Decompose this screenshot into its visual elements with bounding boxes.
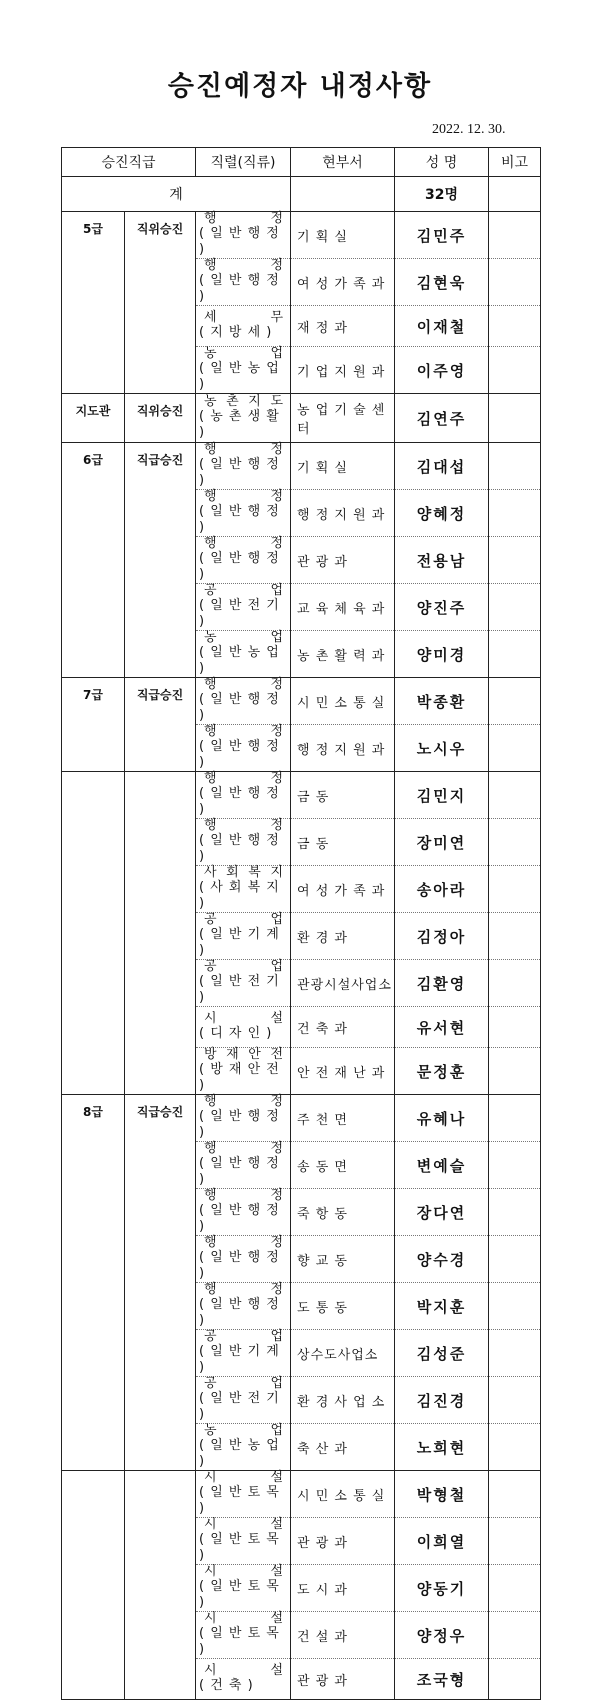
job-series: 공 업 bbox=[204, 1329, 285, 1344]
department-cell: 도 통 동 bbox=[291, 1283, 395, 1330]
table-row bbox=[62, 678, 541, 725]
note-cell bbox=[489, 1283, 541, 1330]
job-series: 공 업 bbox=[204, 959, 285, 974]
table-row bbox=[62, 212, 541, 259]
promotion-type-cell: 직위승진 bbox=[125, 394, 196, 443]
table-row bbox=[62, 1095, 541, 1142]
note-cell bbox=[489, 1236, 541, 1283]
person-name-cell: 장다연 bbox=[395, 1189, 489, 1236]
job-series: 행 정 bbox=[204, 489, 285, 504]
department-cell: 건 설 과 bbox=[291, 1612, 395, 1659]
job-subseries: ( 농 촌 생 활 ) bbox=[199, 409, 280, 440]
job-series-cell bbox=[196, 537, 291, 584]
total-dept-empty bbox=[291, 177, 395, 212]
note-cell bbox=[489, 306, 541, 347]
header-name: 성 명 bbox=[395, 148, 489, 177]
job-subseries: ( 일 반 행 정 ) bbox=[199, 1250, 280, 1281]
job-subseries: ( 일 반 행 정 ) bbox=[199, 692, 280, 723]
person-name-cell: 조국형 bbox=[395, 1659, 489, 1700]
job-subseries: ( 일 반 농 업 ) bbox=[199, 361, 280, 392]
note-cell bbox=[489, 1048, 541, 1095]
job-subseries: ( 일 반 토 목 ) bbox=[199, 1532, 280, 1563]
job-series-cell bbox=[196, 1471, 291, 1518]
person-name-cell: 양진주 bbox=[395, 584, 489, 631]
job-series: 공 업 bbox=[204, 912, 285, 927]
job-series-cell bbox=[196, 866, 291, 913]
person-name-cell: 김연주 bbox=[395, 394, 489, 443]
job-subseries: ( 건 축 ) bbox=[199, 1678, 254, 1693]
job-subseries: ( 일 반 토 목 ) bbox=[199, 1485, 280, 1516]
note-cell bbox=[489, 772, 541, 819]
department-cell: 관 광 과 bbox=[291, 1518, 395, 1565]
job-series: 행 정 bbox=[204, 442, 285, 457]
job-subseries: ( 일 반 전 기 ) bbox=[199, 974, 280, 1005]
person-name-cell: 노희현 bbox=[395, 1424, 489, 1471]
department-cell: 상수도사업소 bbox=[291, 1330, 395, 1377]
job-series-cell bbox=[196, 212, 291, 259]
note-cell bbox=[489, 1659, 541, 1700]
job-series: 농 업 bbox=[204, 630, 285, 645]
grade-cell bbox=[62, 772, 125, 1095]
department-cell: 축 산 과 bbox=[291, 1424, 395, 1471]
department-cell: 금 동 bbox=[291, 819, 395, 866]
department-cell: 안 전 재 난 과 bbox=[291, 1048, 395, 1095]
job-series: 시 설 bbox=[204, 1663, 285, 1678]
job-subseries: ( 일 반 행 정 ) bbox=[199, 1203, 280, 1234]
job-subseries: ( 일 반 행 정 ) bbox=[199, 833, 280, 864]
person-name-cell: 김민주 bbox=[395, 212, 489, 259]
job-series: 행 정 bbox=[204, 724, 285, 739]
grade-cell: 지도관 bbox=[62, 394, 125, 443]
person-name-cell: 김현욱 bbox=[395, 259, 489, 306]
department-cell: 여 성 가 족 과 bbox=[291, 259, 395, 306]
job-series: 시 설 bbox=[204, 1011, 285, 1026]
job-series-cell bbox=[196, 913, 291, 960]
promotion-type-cell bbox=[125, 772, 196, 1095]
job-series: 시 설 bbox=[204, 1470, 285, 1485]
total-note-empty bbox=[489, 177, 541, 212]
note-cell bbox=[489, 259, 541, 306]
job-series-cell bbox=[196, 1424, 291, 1471]
job-series-cell bbox=[196, 443, 291, 490]
table-row bbox=[62, 443, 541, 490]
department-cell: 시 민 소 통 실 bbox=[291, 1471, 395, 1518]
note-cell bbox=[489, 1142, 541, 1189]
job-series: 사 회 복 지 bbox=[204, 865, 285, 880]
table-row bbox=[62, 772, 541, 819]
job-series-cell bbox=[196, 725, 291, 772]
job-subseries: ( 일 반 행 정 ) bbox=[199, 1156, 280, 1187]
department-cell: 건 축 과 bbox=[291, 1007, 395, 1048]
job-series: 공 업 bbox=[204, 1376, 285, 1391]
department-cell: 환 경 사 업 소 bbox=[291, 1377, 395, 1424]
job-series-cell bbox=[196, 1659, 291, 1700]
note-cell bbox=[489, 1189, 541, 1236]
job-series: 행 정 bbox=[204, 536, 285, 551]
person-name-cell: 장미연 bbox=[395, 819, 489, 866]
person-name-cell: 박지훈 bbox=[395, 1283, 489, 1330]
document-date: 2022. 12. 30. bbox=[432, 122, 506, 137]
grade-cell: 7급 bbox=[62, 678, 125, 772]
person-name-cell: 김정아 bbox=[395, 913, 489, 960]
department-cell: 기 업 지 원 과 bbox=[291, 347, 395, 394]
note-cell bbox=[489, 631, 541, 678]
job-series: 행 정 bbox=[204, 1282, 285, 1297]
table-row bbox=[62, 1471, 541, 1518]
job-series: 세 무 bbox=[204, 310, 285, 325]
job-series: 공 업 bbox=[204, 583, 285, 598]
table-header-row bbox=[62, 148, 541, 177]
promotion-type-cell: 직급승진 bbox=[125, 443, 196, 678]
job-series: 행 정 bbox=[204, 1141, 285, 1156]
department-cell: 관 광 과 bbox=[291, 537, 395, 584]
note-cell bbox=[489, 1471, 541, 1518]
job-series-cell bbox=[196, 490, 291, 537]
job-subseries: ( 일 반 행 정 ) bbox=[199, 551, 280, 582]
job-series: 행 정 bbox=[204, 1188, 285, 1203]
department-cell: 관광시설사업소 bbox=[291, 960, 395, 1007]
total-row bbox=[62, 177, 541, 212]
department-cell: 주 천 면 bbox=[291, 1095, 395, 1142]
department-cell: 교 육 체 육 과 bbox=[291, 584, 395, 631]
grade-cell: 6급 bbox=[62, 443, 125, 678]
job-subseries: ( 일 반 전 기 ) bbox=[199, 598, 280, 629]
note-cell bbox=[489, 1518, 541, 1565]
person-name-cell: 이주영 bbox=[395, 347, 489, 394]
person-name-cell: 노시우 bbox=[395, 725, 489, 772]
job-series: 행 정 bbox=[204, 818, 285, 833]
table-row bbox=[62, 394, 541, 443]
department-cell: 여 성 가 족 과 bbox=[291, 866, 395, 913]
note-cell bbox=[489, 678, 541, 725]
job-series: 농 촌 지 도 bbox=[204, 394, 285, 409]
person-name-cell: 이희열 bbox=[395, 1518, 489, 1565]
job-series-cell bbox=[196, 960, 291, 1007]
job-subseries: ( 디 자 인 ) bbox=[199, 1026, 273, 1041]
job-subseries: ( 방 재 안 전 ) bbox=[199, 1062, 280, 1093]
department-cell: 송 동 면 bbox=[291, 1142, 395, 1189]
person-name-cell: 문정훈 bbox=[395, 1048, 489, 1095]
job-series-cell bbox=[196, 584, 291, 631]
person-name-cell: 양동기 bbox=[395, 1565, 489, 1612]
job-subseries: ( 일 반 행 정 ) bbox=[199, 273, 280, 304]
note-cell bbox=[489, 819, 541, 866]
note-cell bbox=[489, 913, 541, 960]
note-cell bbox=[489, 490, 541, 537]
job-series-cell bbox=[196, 306, 291, 347]
job-series-cell bbox=[196, 631, 291, 678]
job-series-cell bbox=[196, 1048, 291, 1095]
note-cell bbox=[489, 1612, 541, 1659]
total-label: 계 bbox=[62, 177, 291, 212]
note-cell bbox=[489, 443, 541, 490]
note-cell bbox=[489, 584, 541, 631]
job-series-cell bbox=[196, 1330, 291, 1377]
department-cell: 향 교 동 bbox=[291, 1236, 395, 1283]
job-subseries: ( 일 반 행 정 ) bbox=[199, 1297, 280, 1328]
person-name-cell: 양정우 bbox=[395, 1612, 489, 1659]
header-grade: 승진직급 bbox=[62, 148, 196, 177]
job-series: 행 정 bbox=[204, 677, 285, 692]
job-series-cell bbox=[196, 678, 291, 725]
department-cell: 도 시 과 bbox=[291, 1565, 395, 1612]
person-name-cell: 양미경 bbox=[395, 631, 489, 678]
job-series-cell bbox=[196, 1377, 291, 1424]
promotion-type-cell: 직급승진 bbox=[125, 1095, 196, 1471]
person-name-cell: 김민지 bbox=[395, 772, 489, 819]
job-subseries: ( 일 반 행 정 ) bbox=[199, 786, 280, 817]
total-value: 32명 bbox=[395, 177, 489, 212]
job-series-cell bbox=[196, 1095, 291, 1142]
job-subseries: ( 일 반 행 정 ) bbox=[199, 226, 280, 257]
person-name-cell: 김성준 bbox=[395, 1330, 489, 1377]
job-series: 방 재 안 전 bbox=[204, 1047, 285, 1062]
note-cell bbox=[489, 347, 541, 394]
job-series-cell bbox=[196, 1236, 291, 1283]
job-series-cell bbox=[196, 394, 291, 443]
job-series: 행 정 bbox=[204, 771, 285, 786]
promotion-type-cell: 직위승진 bbox=[125, 212, 196, 394]
promotion-table bbox=[61, 147, 541, 1700]
person-name-cell: 김환영 bbox=[395, 960, 489, 1007]
job-series-cell bbox=[196, 1007, 291, 1048]
job-series-cell bbox=[196, 1189, 291, 1236]
department-cell: 환 경 과 bbox=[291, 913, 395, 960]
job-series-cell bbox=[196, 1612, 291, 1659]
person-name-cell: 김진경 bbox=[395, 1377, 489, 1424]
job-series-cell bbox=[196, 772, 291, 819]
job-series: 행 정 bbox=[204, 211, 285, 226]
department-cell: 농 업 기 술 센 터 bbox=[291, 394, 395, 443]
job-subseries: ( 일 반 행 정 ) bbox=[199, 739, 280, 770]
job-subseries: ( 사 회 복 지 ) bbox=[199, 880, 280, 911]
promotion-type-cell bbox=[125, 1471, 196, 1700]
department-cell: 재 정 과 bbox=[291, 306, 395, 347]
person-name-cell: 변예슬 bbox=[395, 1142, 489, 1189]
person-name-cell: 송아라 bbox=[395, 866, 489, 913]
department-cell: 기 획 실 bbox=[291, 443, 395, 490]
job-series: 시 설 bbox=[204, 1564, 285, 1579]
person-name-cell: 양수경 bbox=[395, 1236, 489, 1283]
job-series: 시 설 bbox=[204, 1611, 285, 1626]
note-cell bbox=[489, 212, 541, 259]
note-cell bbox=[489, 537, 541, 584]
job-subseries: ( 일 반 토 목 ) bbox=[199, 1626, 280, 1657]
job-subseries: ( 일 반 기 계 ) bbox=[199, 1344, 280, 1375]
job-series-cell bbox=[196, 347, 291, 394]
person-name-cell: 전용남 bbox=[395, 537, 489, 584]
job-series-cell bbox=[196, 1518, 291, 1565]
note-cell bbox=[489, 1565, 541, 1612]
job-subseries: ( 일 반 행 정 ) bbox=[199, 504, 280, 535]
department-cell: 기 획 실 bbox=[291, 212, 395, 259]
job-series-cell bbox=[196, 819, 291, 866]
job-series-cell bbox=[196, 259, 291, 306]
job-subseries: ( 지 방 세 ) bbox=[199, 325, 273, 340]
grade-cell bbox=[62, 1471, 125, 1700]
department-cell: 시 민 소 통 실 bbox=[291, 678, 395, 725]
header-note: 비고 bbox=[489, 148, 541, 177]
grade-cell: 8급 bbox=[62, 1095, 125, 1471]
person-name-cell: 유서현 bbox=[395, 1007, 489, 1048]
department-cell: 죽 항 동 bbox=[291, 1189, 395, 1236]
job-subseries: ( 일 반 기 계 ) bbox=[199, 927, 280, 958]
job-subseries: ( 일 반 행 정 ) bbox=[199, 457, 280, 488]
note-cell bbox=[489, 866, 541, 913]
job-subseries: ( 일 반 농 업 ) bbox=[199, 1438, 280, 1469]
job-subseries: ( 일 반 전 기 ) bbox=[199, 1391, 280, 1422]
person-name-cell: 유혜나 bbox=[395, 1095, 489, 1142]
department-cell: 행 정 지 원 과 bbox=[291, 490, 395, 537]
note-cell bbox=[489, 1007, 541, 1048]
person-name-cell: 박종환 bbox=[395, 678, 489, 725]
job-series: 행 정 bbox=[204, 258, 285, 273]
note-cell bbox=[489, 1424, 541, 1471]
header-dept: 현부서 bbox=[291, 148, 395, 177]
note-cell bbox=[489, 1377, 541, 1424]
department-cell: 농 촌 활 력 과 bbox=[291, 631, 395, 678]
job-series: 행 정 bbox=[204, 1094, 285, 1109]
note-cell bbox=[489, 725, 541, 772]
page-title: 승진예정자 내정사항 bbox=[167, 71, 433, 102]
job-series: 농 업 bbox=[204, 346, 285, 361]
note-cell bbox=[489, 394, 541, 443]
promotion-type-cell: 직급승진 bbox=[125, 678, 196, 772]
job-series-cell bbox=[196, 1283, 291, 1330]
note-cell bbox=[489, 1330, 541, 1377]
job-series: 농 업 bbox=[204, 1423, 285, 1438]
person-name-cell: 김대섭 bbox=[395, 443, 489, 490]
job-series-cell bbox=[196, 1565, 291, 1612]
person-name-cell: 이재철 bbox=[395, 306, 489, 347]
job-series: 행 정 bbox=[204, 1235, 285, 1250]
job-subseries: ( 일 반 행 정 ) bbox=[199, 1109, 280, 1140]
note-cell bbox=[489, 960, 541, 1007]
job-subseries: ( 일 반 농 업 ) bbox=[199, 645, 280, 676]
grade-cell: 5급 bbox=[62, 212, 125, 394]
department-cell: 금 동 bbox=[291, 772, 395, 819]
job-series: 시 설 bbox=[204, 1517, 285, 1532]
header-job: 직렬(직류) bbox=[196, 148, 291, 177]
job-subseries: ( 일 반 토 목 ) bbox=[199, 1579, 280, 1610]
department-cell: 행 정 지 원 과 bbox=[291, 725, 395, 772]
note-cell bbox=[489, 1095, 541, 1142]
person-name-cell: 양혜정 bbox=[395, 490, 489, 537]
job-series-cell bbox=[196, 1142, 291, 1189]
person-name-cell: 박형철 bbox=[395, 1471, 489, 1518]
department-cell: 관 광 과 bbox=[291, 1659, 395, 1700]
